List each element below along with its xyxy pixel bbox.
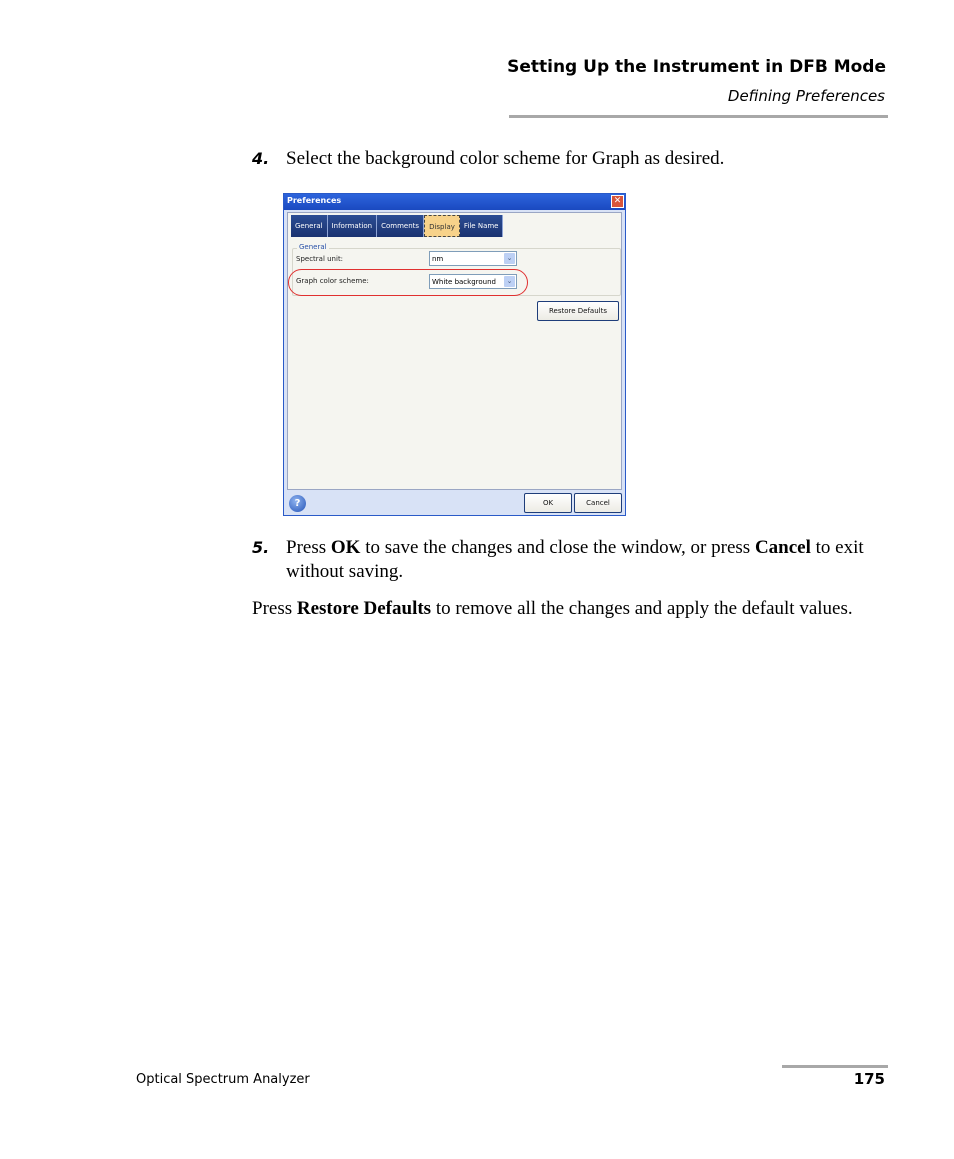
page-number: 175 [853,1070,885,1088]
tab-file-name[interactable]: File Name [460,215,504,237]
spectral-unit-label: Spectral unit: [296,255,344,263]
ok-button[interactable]: OK [524,493,572,513]
step-4-number: 4. [252,149,270,168]
chevron-down-icon[interactable]: ⌄ [504,253,515,264]
tab-general[interactable]: General [291,215,328,237]
page-header-subtitle: Defining Preferences [727,87,885,105]
tab-bar [291,215,503,237]
cancel-button[interactable]: Cancel [574,493,622,513]
tab-information[interactable]: Information [328,215,378,237]
highlight-circle [288,269,528,296]
restore-defaults-button[interactable]: Restore Defaults [537,301,619,321]
close-icon[interactable]: ✕ [611,195,624,208]
general-group-legend: General [299,243,327,251]
header-rule [509,115,888,118]
dialog-title: Preferences [287,196,342,205]
chevron-down-icon[interactable]: ⌄ [504,276,515,287]
step-5-number: 5. [252,538,270,557]
step-5-text: Press OK to save the changes and close the window, or press Cancel to exit without saving. [286,537,864,582]
page-header-title: Setting Up the Instrument in DFB Mode [507,57,886,77]
dialog-titlebar [284,194,625,210]
preferences-dialog [283,193,626,516]
footer-product: Optical Spectrum Analyzer [136,1072,310,1087]
spectral-unit-select[interactable] [429,251,517,266]
help-icon[interactable]: ? [289,495,306,512]
footer-rule [782,1065,888,1068]
restore-defaults-paragraph: Press Restore Defaults to remove all the changes and apply the default values. [252,598,853,619]
spectral-unit-value: nm [432,255,444,263]
graph-color-scheme-label: Graph color scheme: [296,277,369,285]
step-4-text: Select the background color scheme for Graph as desired. [286,148,725,169]
tab-display[interactable]: Display [424,215,460,237]
dialog-body [287,212,622,490]
tab-comments[interactable]: Comments [377,215,424,237]
graph-color-scheme-value: White background [432,278,496,286]
